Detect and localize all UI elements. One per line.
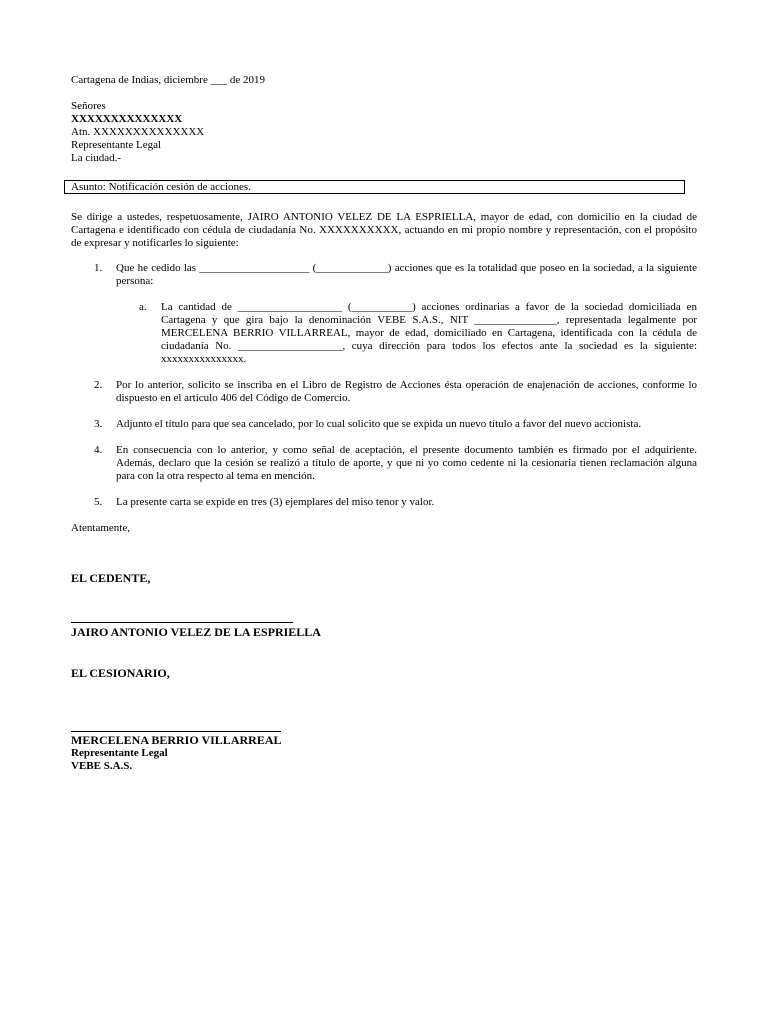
list-item-number: 1. [94,262,103,274]
salutation: Señores [71,100,106,112]
list-item-text: En consecuencia con lo anterior, y como señal de aceptación, el presente documento también es firmado por el adquiriente. Además, declaro que la cesión se realizó a título de aporte, y que ni yo como cedente ni la cesionaria tienen reclamación alguna para con la otra respecto al tema en mención. [116,444,697,482]
cedente-label: EL CEDENTE, [71,571,151,585]
list-item [71,379,697,405]
list-item-number: 4. [94,444,103,456]
list-item [71,496,697,509]
list-item-text: Por lo anterior, solicito se inscriba en el Libro de Registro de Acciones ésta operación de enajenación de acciones, conforme lo dispuesto en el artículo 406 del Código de Comercio. [116,379,697,404]
list-item [71,262,697,366]
recipient-name: XXXXXXXXXXXXXX [71,113,183,125]
subject-box [64,180,685,194]
cesionario-label: EL CESIONARIO, [71,666,170,680]
list-item-text: Adjunto el título para que sea cancelado, por lo cual solicito que se expida un nuevo título a favor del nuevo accionista. [116,418,642,430]
recipient-role: Representante Legal [71,139,162,151]
list-item-number: 2. [94,379,103,391]
list-item-number: 5. [94,496,103,508]
letter-body [71,211,697,535]
cedente-signature-line [71,622,293,623]
list-item-text: Que he cedido las ____________________ (_____________) acciones que es la totalidad que poseo en la sociedad, a la siguiente persona: [116,262,697,287]
closing: Atentamente, [71,522,130,534]
list-item [71,444,697,483]
cesionario-name: MERCELENA BERRIO VILLARREAL [71,733,282,747]
intro-paragraph: Se dirige a ustedes, respetuosamente, JAIRO ANTONIO VELEZ DE LA ESPRIELLA, mayor de edad, con domicilio en la ciudad de Cartagena e identificado con cédula de ciudadanía No. XXXXXXXXXX, actuando en mi propio nombre y representación, con el propósito de expresar y notificarles lo siguiente: [71,211,697,249]
cesionario-company: VEBE S.A.S. [71,760,133,772]
cesionario-role: Representante Legal [71,747,168,759]
subject-text: Asunto: Notificación cesión de acciones. [71,181,251,193]
numbered-list [71,262,697,509]
list-item-number: 3. [94,418,103,430]
sub-item-text: La cantidad de ___________________ (___________) acciones ordinarias a favor de la sociedad domiciliada en Cartagena y que gira bajo la denominación VEBE S.A.S., NIT _______________, representada legalmente por MERCELENA BERRIO VILLARREAL, mayor de edad, domiciliado en Cartagena, identificada con la cédula de ciudadanía No. ___________________, cuya dirección para todos los efectos ante la sociedad es la siguiente: xxxxxxxxxxxxxxx. [161,301,697,365]
cesionario-signature-line [71,731,281,732]
sub-item [116,301,697,366]
list-item [71,418,697,431]
sub-item-letter: a. [139,301,147,313]
list-item-text: La presente carta se expide en tres (3) ejemplares del miso tenor y valor. [116,496,435,508]
letter-header [71,74,691,165]
recipient-city: La ciudad.- [71,152,122,164]
cedente-name: JAIRO ANTONIO VELEZ DE LA ESPRIELLA [71,625,321,639]
attention-line: Atn. XXXXXXXXXXXXXX [71,126,205,138]
place-date: Cartagena de Indias, diciembre ___ de 2019 [71,74,265,86]
